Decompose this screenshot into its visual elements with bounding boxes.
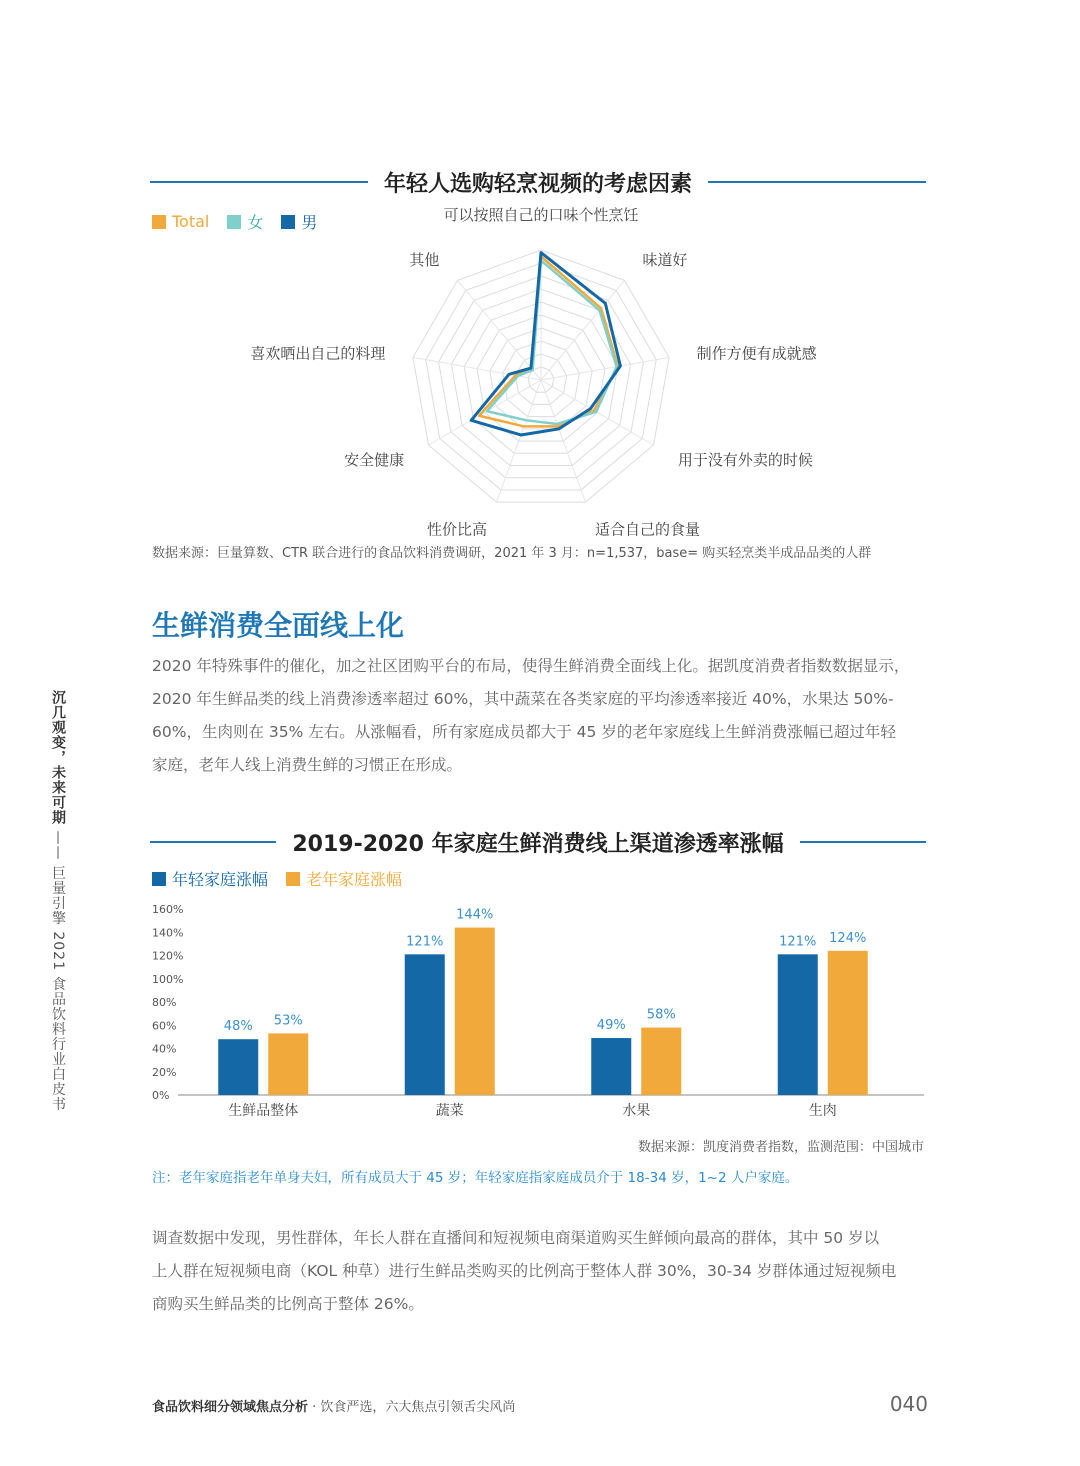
bar-y-tick-label: 80% bbox=[152, 996, 177, 1009]
radar-source-note: 数据来源：巨量算数、CTR 联合进行的食品饮料消费调研，2021 年 3 月：n=1,537，base= 购买轻烹类半成品品类的人群 bbox=[152, 546, 872, 561]
paragraph-line: 2020 年特殊事件的催化，加之社区团购平台的布局，使得生鲜消费全面线上化。据凯度消费者指数数据显示， bbox=[152, 657, 910, 675]
bar-y-tick-label: 60% bbox=[152, 1019, 177, 1033]
legend-label-total: Total bbox=[172, 212, 210, 231]
paragraph-line: 商购买生鲜品类的比例高于整体 26%。 bbox=[152, 1295, 424, 1313]
bar-y-tick-label: 20% bbox=[152, 1065, 177, 1079]
bar-category-label: 生鲜品整体 bbox=[228, 1103, 299, 1119]
bar-y-tick-label: 140% bbox=[152, 926, 184, 940]
radar-axis-label: 其他 bbox=[409, 250, 440, 269]
radar-axis-label: 喜欢晒出自己的料理 bbox=[250, 344, 386, 363]
side-running-title bbox=[48, 690, 68, 1111]
bar-value-label: 121% bbox=[406, 934, 444, 950]
paragraph-line: 调查数据中发现，男性群体，年长人群在直播间和短视频电商渠道购买生鲜倾向最高的群体，其中 50 岁以 bbox=[152, 1229, 880, 1247]
paragraph-line: 60%，生肉则在 35% 左右。从涨幅看，所有家庭成员都大于 45 岁的老年家庭线上生鲜消费涨幅已超过年轻 bbox=[152, 723, 896, 741]
legend-label-young: 年轻家庭涨幅 bbox=[172, 870, 269, 889]
bar-elderly bbox=[828, 951, 868, 1095]
bar-young bbox=[591, 1038, 631, 1095]
side-title-dash: —— bbox=[50, 830, 66, 861]
radar-axis-label: 安全健康 bbox=[344, 451, 405, 469]
bar-young bbox=[405, 954, 445, 1095]
radar-axis-label: 适合自己的食量 bbox=[595, 520, 701, 539]
bar-y-tick-label: 100% bbox=[152, 972, 184, 986]
radar-axis-label: 味道好 bbox=[642, 250, 688, 269]
bar-category-label: 蔬菜 bbox=[435, 1103, 464, 1119]
bar-chart-title: 2019-2020 年家庭生鲜消费线上渠道渗透率涨幅 bbox=[292, 831, 784, 857]
legend-label-male: 男 bbox=[301, 213, 318, 232]
radar-chart-title: 年轻人选购轻烹视频的考虑因素 bbox=[384, 171, 693, 197]
bar-y-tick-label: 40% bbox=[152, 1042, 177, 1056]
footer-rest: · 饮食严选，六大焦点引领舌尖风尚 bbox=[312, 1400, 516, 1415]
bar-value-label: 124% bbox=[829, 930, 867, 946]
paragraph-line: 2020 年生鲜品类的线上消费渗透率超过 60%，其中蔬菜在各类家庭的平均渗透率接近 40%，水果达 50%- bbox=[152, 690, 894, 708]
radar-axis-label: 可以按照自己的口味个性烹饪 bbox=[443, 206, 639, 224]
paragraph-line: 家庭，老年人线上消费生鲜的习惯正在形成。 bbox=[152, 756, 463, 774]
paragraph-line: 上人群在短视频电商（KOL 种草）进行生鲜品类购买的比例高于整体人群 30%，30-34 岁群体通过短视频电 bbox=[152, 1262, 897, 1280]
radar-axis-label: 制作方便有成就感 bbox=[696, 344, 817, 363]
legend-label-elderly: 老年家庭涨幅 bbox=[306, 870, 403, 889]
bar-elderly bbox=[641, 1028, 681, 1095]
bar-young bbox=[778, 954, 818, 1095]
bar-elderly bbox=[268, 1033, 308, 1095]
page-number: 040 bbox=[889, 1392, 928, 1416]
footer-bold: 食品饮料细分领域焦点分析 bbox=[152, 1400, 309, 1415]
bar-value-label: 58% bbox=[646, 1007, 676, 1023]
closing-paragraph bbox=[152, 1222, 926, 1321]
bar-source-note: 数据来源：凯度消费者指数，监测范围：中国城市 bbox=[637, 1140, 924, 1155]
side-title-rest: 巨量引擎 2021 食品饮料行业白皮书 bbox=[50, 865, 66, 1112]
side-title-bold: 沉几观变，未来可期 bbox=[50, 690, 66, 825]
bar-elderly bbox=[455, 928, 495, 1095]
footer-section-title bbox=[152, 1396, 515, 1415]
bar-y-tick-label: 0% bbox=[152, 1089, 170, 1102]
section-heading: 生鲜消费全面线上化 bbox=[152, 609, 405, 642]
bar-category-label: 水果 bbox=[622, 1103, 651, 1119]
bar-value-label: 144% bbox=[456, 907, 494, 923]
bar-y-tick-label: 160% bbox=[152, 903, 184, 916]
radar-axis-label: 性价比高 bbox=[426, 520, 487, 539]
bar-footnote: 注：老年家庭指老年单身夫妇，所有成员大于 45 岁；年轻家庭指家庭成员介于 18-34 岁，1~2 人户家庭。 bbox=[152, 1170, 799, 1186]
bar-value-label: 48% bbox=[223, 1019, 253, 1035]
bar-y-tick-label: 120% bbox=[152, 949, 184, 963]
radar-axis-label: 用于没有外卖的时候 bbox=[677, 451, 813, 469]
bar-value-label: 121% bbox=[779, 934, 817, 950]
bar-value-label: 53% bbox=[273, 1013, 303, 1029]
bar-category-label: 生肉 bbox=[808, 1103, 837, 1119]
legend-label-female: 女 bbox=[247, 213, 264, 232]
bar-value-label: 49% bbox=[596, 1018, 626, 1034]
bar-young bbox=[218, 1039, 258, 1095]
